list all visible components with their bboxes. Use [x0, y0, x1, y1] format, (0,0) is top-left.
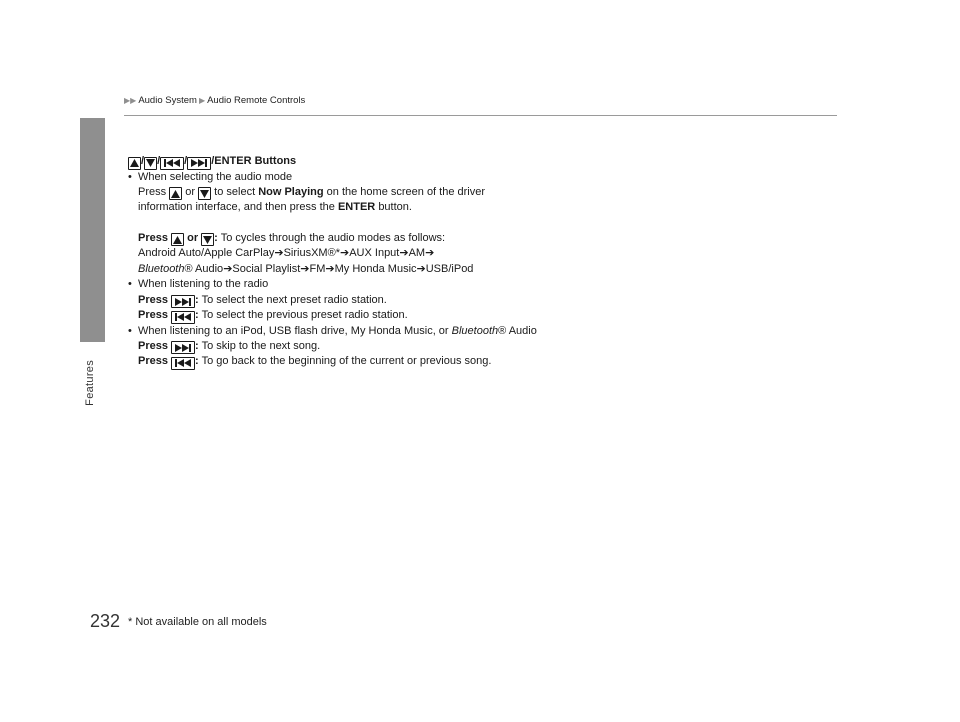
mode-sequence: Android Auto/Apple CarPlay➔SiriusXM®*➔AUX Input➔AM➔: [138, 247, 435, 260]
text-line: Press : To skip to the next song.: [128, 339, 828, 355]
text-line: Press : To select the previous preset radio station.: [128, 308, 828, 324]
arrow-right-icon: ➔: [300, 262, 310, 275]
text-line: information interface, and then press the ENTER button.: [138, 201, 412, 214]
breadcrumb-arrow-icon: ▶▶: [124, 96, 137, 105]
skip-back-icon: [171, 311, 195, 324]
heading-text: /ENTER Buttons: [211, 155, 297, 167]
heading: / / / /ENTER Buttons: [128, 154, 828, 170]
down-triangle-icon: [201, 233, 214, 246]
arrow-right-icon: ➔: [274, 247, 284, 260]
breadcrumb-item[interactable]: Audio System: [138, 95, 197, 106]
text-line: Press : To go back to the beginning of the current or previous song.: [128, 354, 828, 370]
mode-sequence: Bluetooth® Audio➔Social Playlist➔FM➔My Honda Music➔USB/iPod: [138, 262, 474, 275]
list-item: • When listening to an iPod, USB flash drive, My Honda Music, or Bluetooth® Audio: [128, 324, 537, 337]
skip-forward-icon: [171, 341, 195, 354]
header-divider: [124, 115, 837, 116]
content: [128, 154, 828, 370]
arrow-right-icon: ➔: [399, 247, 409, 260]
arrow-right-icon: ➔: [425, 247, 435, 260]
arrow-right-icon: ➔: [325, 262, 335, 275]
footnote: * Not available on all models: [128, 616, 267, 628]
list-item: • When listening to the radio: [128, 278, 269, 291]
list-item: • When selecting the audio mode: [128, 170, 293, 183]
up-triangle-icon: [128, 157, 141, 170]
up-triangle-icon: [171, 233, 184, 246]
page-number: 232: [90, 611, 121, 631]
breadcrumb-item[interactable]: Audio Remote Controls: [207, 95, 306, 106]
skip-back-icon: [160, 157, 184, 170]
arrow-right-icon: ➔: [416, 262, 426, 275]
breadcrumb-arrow-icon: ▶: [198, 96, 206, 105]
text-line: Press or : To cycles through the audio modes as follows:: [128, 231, 828, 247]
section-label: Features: [84, 360, 96, 406]
arrow-right-icon: ➔: [340, 247, 350, 260]
breadcrumb: [124, 95, 305, 106]
text-line: Press : To select the next preset radio station.: [128, 293, 828, 309]
skip-forward-icon: [171, 295, 195, 308]
skip-forward-icon: [187, 157, 211, 170]
down-triangle-icon: [198, 187, 211, 200]
side-tab: [80, 118, 105, 342]
text-line: Press or to select Now Playing on the home screen of the driver: [128, 185, 828, 201]
up-triangle-icon: [169, 187, 182, 200]
arrow-right-icon: ➔: [223, 262, 233, 275]
skip-back-icon: [171, 357, 195, 370]
down-triangle-icon: [144, 157, 157, 170]
